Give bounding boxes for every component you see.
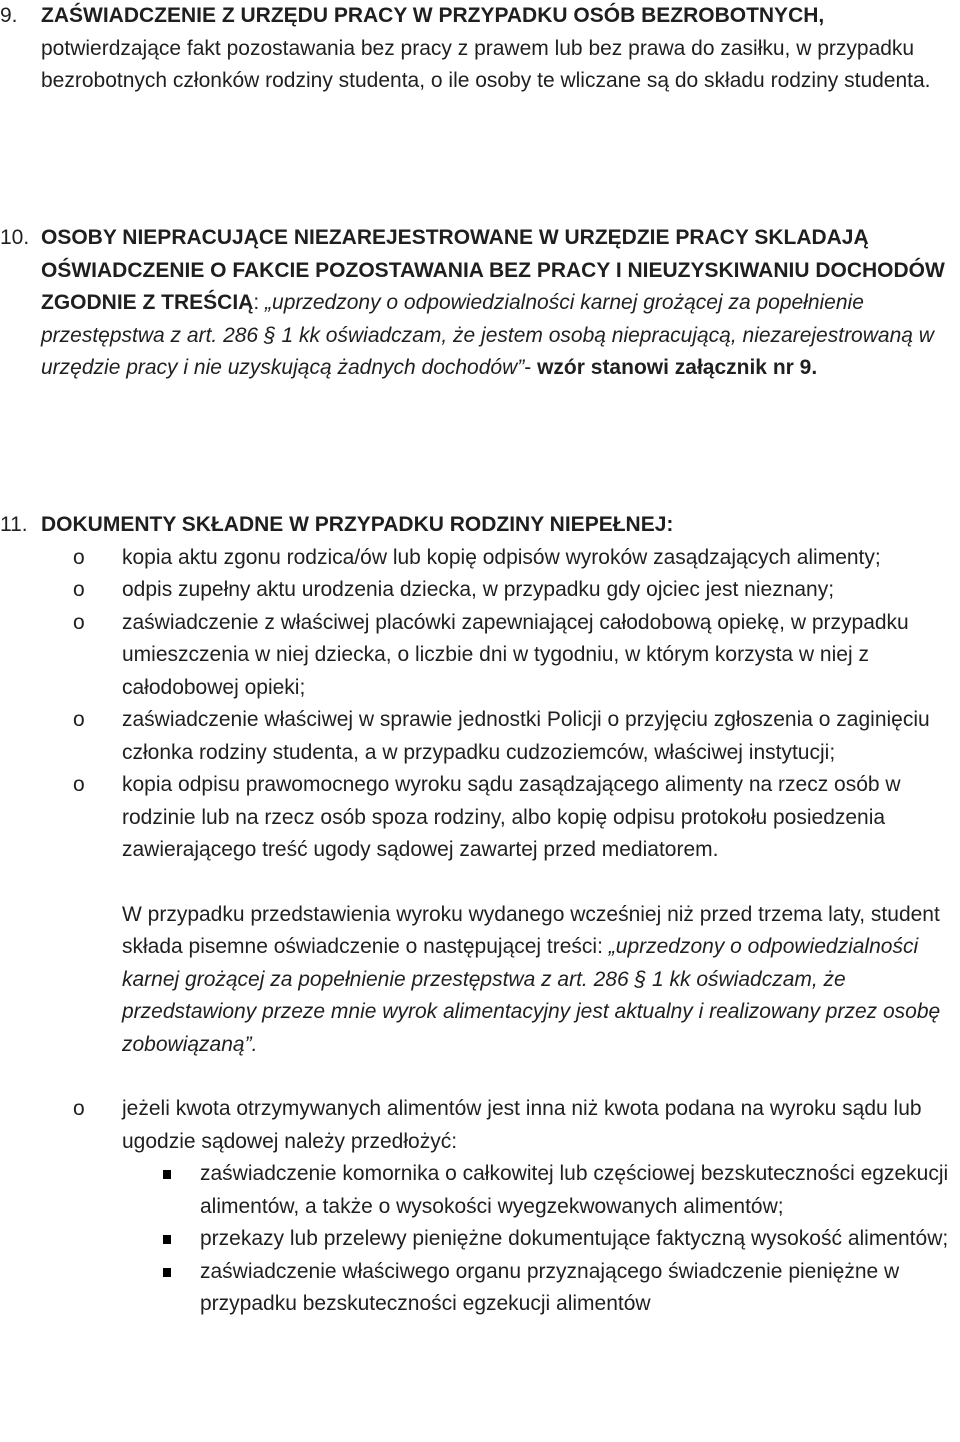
list-item-text: jeżeli kwota otrzymywanych alimentów jest inna niż kwota podana na wyroku sądu lub ugodzie sądowej należy przedłożyć: bbox=[122, 1097, 922, 1153]
sub-list bbox=[0, 1158, 958, 1321]
square-bullet-icon bbox=[163, 1268, 171, 1277]
list-item-text: odpis zupełny aktu urodzenia dziecka, w przypadku gdy ojciec jest nieznany; bbox=[122, 578, 835, 601]
list-item-text: zaświadczenie z właściwej placówki zapewniającej całodobową opiekę, w przypadku umieszczenia w niej dziecka, o liczbie dni w tygodniu, w którym korzysta w niej z całodobowej opieki; bbox=[122, 610, 909, 699]
bullet-marker: o bbox=[73, 773, 85, 796]
section-number: 9. bbox=[0, 4, 18, 27]
bullet-marker: o bbox=[73, 545, 85, 569]
list-item bbox=[0, 704, 958, 769]
section-9 bbox=[0, 0, 958, 98]
section-body bbox=[41, 222, 958, 385]
sub-list-item bbox=[0, 1256, 958, 1321]
list-item bbox=[0, 574, 958, 607]
sub-list-item-text: przekazy lub przelewy pieniężne dokumentujące faktyczną wysokość alimentów; bbox=[200, 1227, 949, 1250]
square-bullet-icon bbox=[163, 1235, 171, 1244]
list-item bbox=[0, 769, 958, 867]
sub-list-item-text: zaświadczenie komornika o całkowitej lub częściowej bezskuteczności egzekucji alimentów, a także o wysokości wyegzekwowanych alimentów; bbox=[200, 1162, 949, 1218]
colon-separator: : bbox=[253, 291, 266, 314]
attachment-note: wzór stanowi załącznik nr 9. bbox=[537, 356, 818, 379]
bullet-marker: o bbox=[73, 610, 85, 634]
sub-list-item bbox=[0, 1158, 958, 1223]
bullet-marker: o bbox=[73, 578, 85, 601]
declaration-text: „uprzedzony o odpowiedzialności karnej grożącej za popełnienie przestępstwa z art. 286 § 1 kk oświadczam, że jestem osobą niepracującą, niezarejestrowaną w urzędzie pracy i nie uzyskującą żadnych dochodów” bbox=[41, 291, 934, 379]
square-bullet-icon bbox=[163, 1170, 171, 1179]
bullet-marker: o bbox=[73, 1097, 85, 1120]
document-list bbox=[0, 542, 958, 867]
sub-list-item-text: zaświadczenie właściwego organu przyznającego świadczenie pieniężne w przypadku bezskuteczności egzekucji alimentów bbox=[200, 1259, 900, 1315]
document-list-continued bbox=[0, 1093, 958, 1158]
list-item bbox=[0, 542, 958, 575]
section-number: 11. bbox=[0, 513, 28, 536]
dash-separator: - bbox=[524, 356, 538, 379]
paragraph-text: W przypadku przedstawienia wyroku wydanego wcześniej niż przed trzema laty, student składa pisemne oświadczenie o następującej treści: bbox=[122, 902, 940, 958]
list-item-text: kopia odpisu prawomocnego wyroku sądu zasądzającego alimenty na rzecz osób w rodzinie lub na rzecz osób spoza rodziny, albo kopię odpisu protokołu posiedzenia zawierającego treść ugody sądowej zawartej przed mediatorem. bbox=[122, 773, 901, 861]
section-text: potwierdzające fakt pozostawania bez pracy z prawem lub bez prawa do zasiłku, w przypadku bezrobotnych członków rodziny studenta, o ile osoby te wliczane są do składu rodziny studenta. bbox=[41, 36, 931, 92]
bullet-marker: o bbox=[73, 708, 85, 731]
list-item-text: zaświadczenie właściwej w sprawie jednostki Policji o przyjęciu zgłoszenia o zaginięciu członka rodziny studenta, a w przypadku cudzoziemców, właściwej instytucji; bbox=[122, 708, 930, 764]
list-item bbox=[0, 1093, 958, 1158]
list-item-text: kopia aktu zgonu rodzica/ów lub kopię odpisów wyroków zasądzających alimenty; bbox=[122, 545, 881, 569]
statement-paragraph bbox=[0, 899, 958, 1062]
section-body bbox=[41, 0, 958, 98]
section-heading-row bbox=[41, 509, 958, 542]
section-11 bbox=[0, 509, 958, 1321]
sub-list-item bbox=[0, 1223, 958, 1256]
list-item bbox=[0, 607, 958, 705]
section-10 bbox=[0, 222, 958, 385]
section-heading: DOKUMENTY SKŁADNE W PRZYPADKU RODZINY NIEPEŁNEJ: bbox=[41, 513, 674, 536]
section-heading: ZAŚWIADCZENIE Z URZĘDU PRACY W PRZYPADKU OSÓB BEZROBOTNYCH, bbox=[41, 4, 825, 27]
declaration-text: „uprzedzony o odpowiedzialności karnej grożącej za popełnienie przestępstwa z art. 286 § 1 kk oświadczam, że przedstawiony przeze mnie wyrok alimentacyjny jest aktualny i realizowany przez osobę zobowiązaną”. bbox=[122, 935, 941, 1056]
section-heading: OSOBY NIEPRACUJĄCE NIEZAREJESTROWANE W URZĘDZIE PRACY SKLADAJĄ OŚWIADCZENIE O FAKCIE POZOSTAWANIA BEZ PRACY I NIEUZYSKIWANIU DOCHODÓW ZGODNIE Z TREŚCIĄ bbox=[41, 226, 945, 314]
section-number: 10. bbox=[0, 226, 30, 249]
